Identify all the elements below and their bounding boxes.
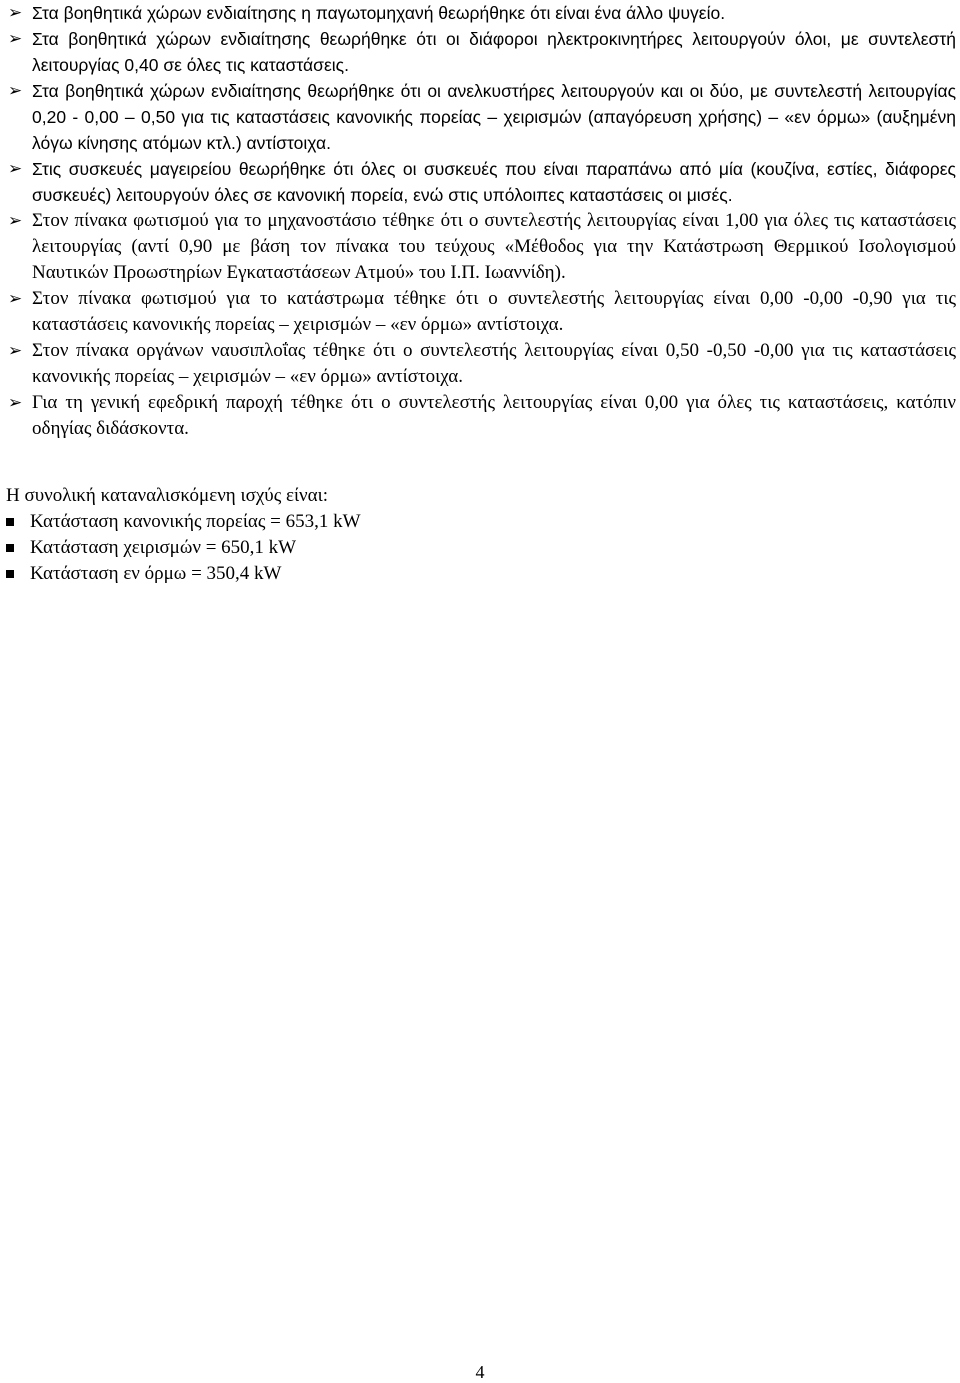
list-item-text: Στις συσκευές μαγειρείου θεωρήθηκε ότι όλες οι συσκευές που είναι παραπάνω από μία (κουζίνα, εστίες, διάφορες συσκευές) λειτουργούν όλες σε κανονική πορεία, ενώ στις υπόλοιπες καταστάσεις οι μισές. — [32, 159, 956, 205]
square-bullet-icon — [6, 544, 14, 552]
list-item-text: Στα βοηθητικά χώρων ενδιαίτησης θεωρήθηκε ότι οι ανελκυστήρες λειτουργούν και οι δύο, με συντελεστή λειτουργίας 0,20 - 0,00 – 0,50 για τις καταστάσεις κανονικής πορείας – χειρισμών (απαγόρευση χρήσης) – «εν όρμω» (αυξημένη λόγω κίνησης ατόμων κτλ.) αντίστοιχα. — [32, 81, 956, 153]
summary-list — [6, 509, 956, 587]
power-summary — [6, 483, 956, 587]
summary-item — [6, 509, 956, 535]
arrow-bullet-icon: ➢ — [8, 81, 23, 101]
list-item-text: Στα βοηθητικά χώρων ενδιαίτησης θεωρήθηκε ότι οι διάφοροι ηλεκτροκινητήρες λειτουργούν όλοι, με συντελεστή λειτουργίας 0,40 σε όλες τις καταστάσεις. — [32, 29, 956, 75]
list-item-text: Στον πίνακα φωτισμού για το κατάστρωμα τέθηκε ότι ο συντελεστής λειτουργίας είναι 0,00 -0,00 -0,90 για τις καταστάσεις κανονικής πορείας – χειρισμών – «εν όρμω» αντίστοιχα. — [32, 288, 956, 335]
arrow-bullet-icon: ➢ — [8, 3, 23, 23]
arrow-bullet-icon: ➢ — [8, 211, 23, 231]
list-item-text: Στον πίνακα φωτισμού για το μηχανοστάσιο τέθηκε ότι ο συντελεστής λειτουργίας είναι 1,00 για όλες τις καταστάσεις λειτουργίας (αντί 0,90 με βάση τον πίνακα του τεύχους «Μέθοδος για την Κατάστρωση Θερμικού Ισολογισμού Ναυτικών Προωστηρίων Εγκαταστάσεων Ατμού» του Ι.Π. Ιωαννίδη). — [32, 210, 956, 283]
arrow-bullet-icon: ➢ — [8, 341, 23, 361]
list-item — [6, 156, 956, 208]
assumptions-list — [6, 0, 956, 442]
list-item — [6, 338, 956, 390]
list-item — [6, 0, 956, 26]
list-item-text: Για τη γενική εφεδρική παροχή τέθηκε ότι ο συντελεστής λειτουργίας είναι 0,00 για όλες τις καταστάσεις, κατόπιν οδηγίας διδάσκοντα. — [32, 392, 956, 439]
list-item — [6, 286, 956, 338]
summary-intro: Η συνολική καταναλισκόμενη ισχύς είναι: — [6, 485, 328, 506]
summary-item — [6, 561, 956, 587]
arrow-bullet-icon: ➢ — [8, 159, 23, 179]
summary-item — [6, 535, 956, 561]
arrow-bullet-icon: ➢ — [8, 289, 23, 309]
page-number: 4 — [475, 1362, 485, 1382]
list-item — [6, 390, 956, 442]
list-item — [6, 78, 956, 156]
summary-item-text: Κατάσταση κανονικής πορείας = 653,1 kW — [30, 511, 361, 532]
arrow-bullet-icon: ➢ — [8, 393, 23, 413]
list-item-text: Στα βοηθητικά χώρων ενδιαίτησης η παγωτομηχανή θεωρήθηκε ότι είναι ένα άλλο ψυγείο. — [32, 3, 726, 23]
list-item-text: Στον πίνακα οργάνων ναυσιπλοΐας τέθηκε ότι ο συντελεστής λειτουργίας είναι 0,50 -0,50 -0,00 για τις καταστάσεις κανονικής πορείας – χειρισμών – «εν όρμω» αντίστοιχα. — [32, 340, 956, 387]
square-bullet-icon — [6, 518, 14, 526]
summary-item-text: Κατάσταση εν όρμω = 350,4 kW — [30, 563, 282, 584]
arrow-bullet-icon: ➢ — [8, 29, 23, 49]
list-item — [6, 26, 956, 78]
square-bullet-icon — [6, 570, 14, 578]
summary-item-text: Κατάσταση χειρισμών = 650,1 kW — [30, 537, 297, 558]
list-item — [6, 208, 956, 286]
